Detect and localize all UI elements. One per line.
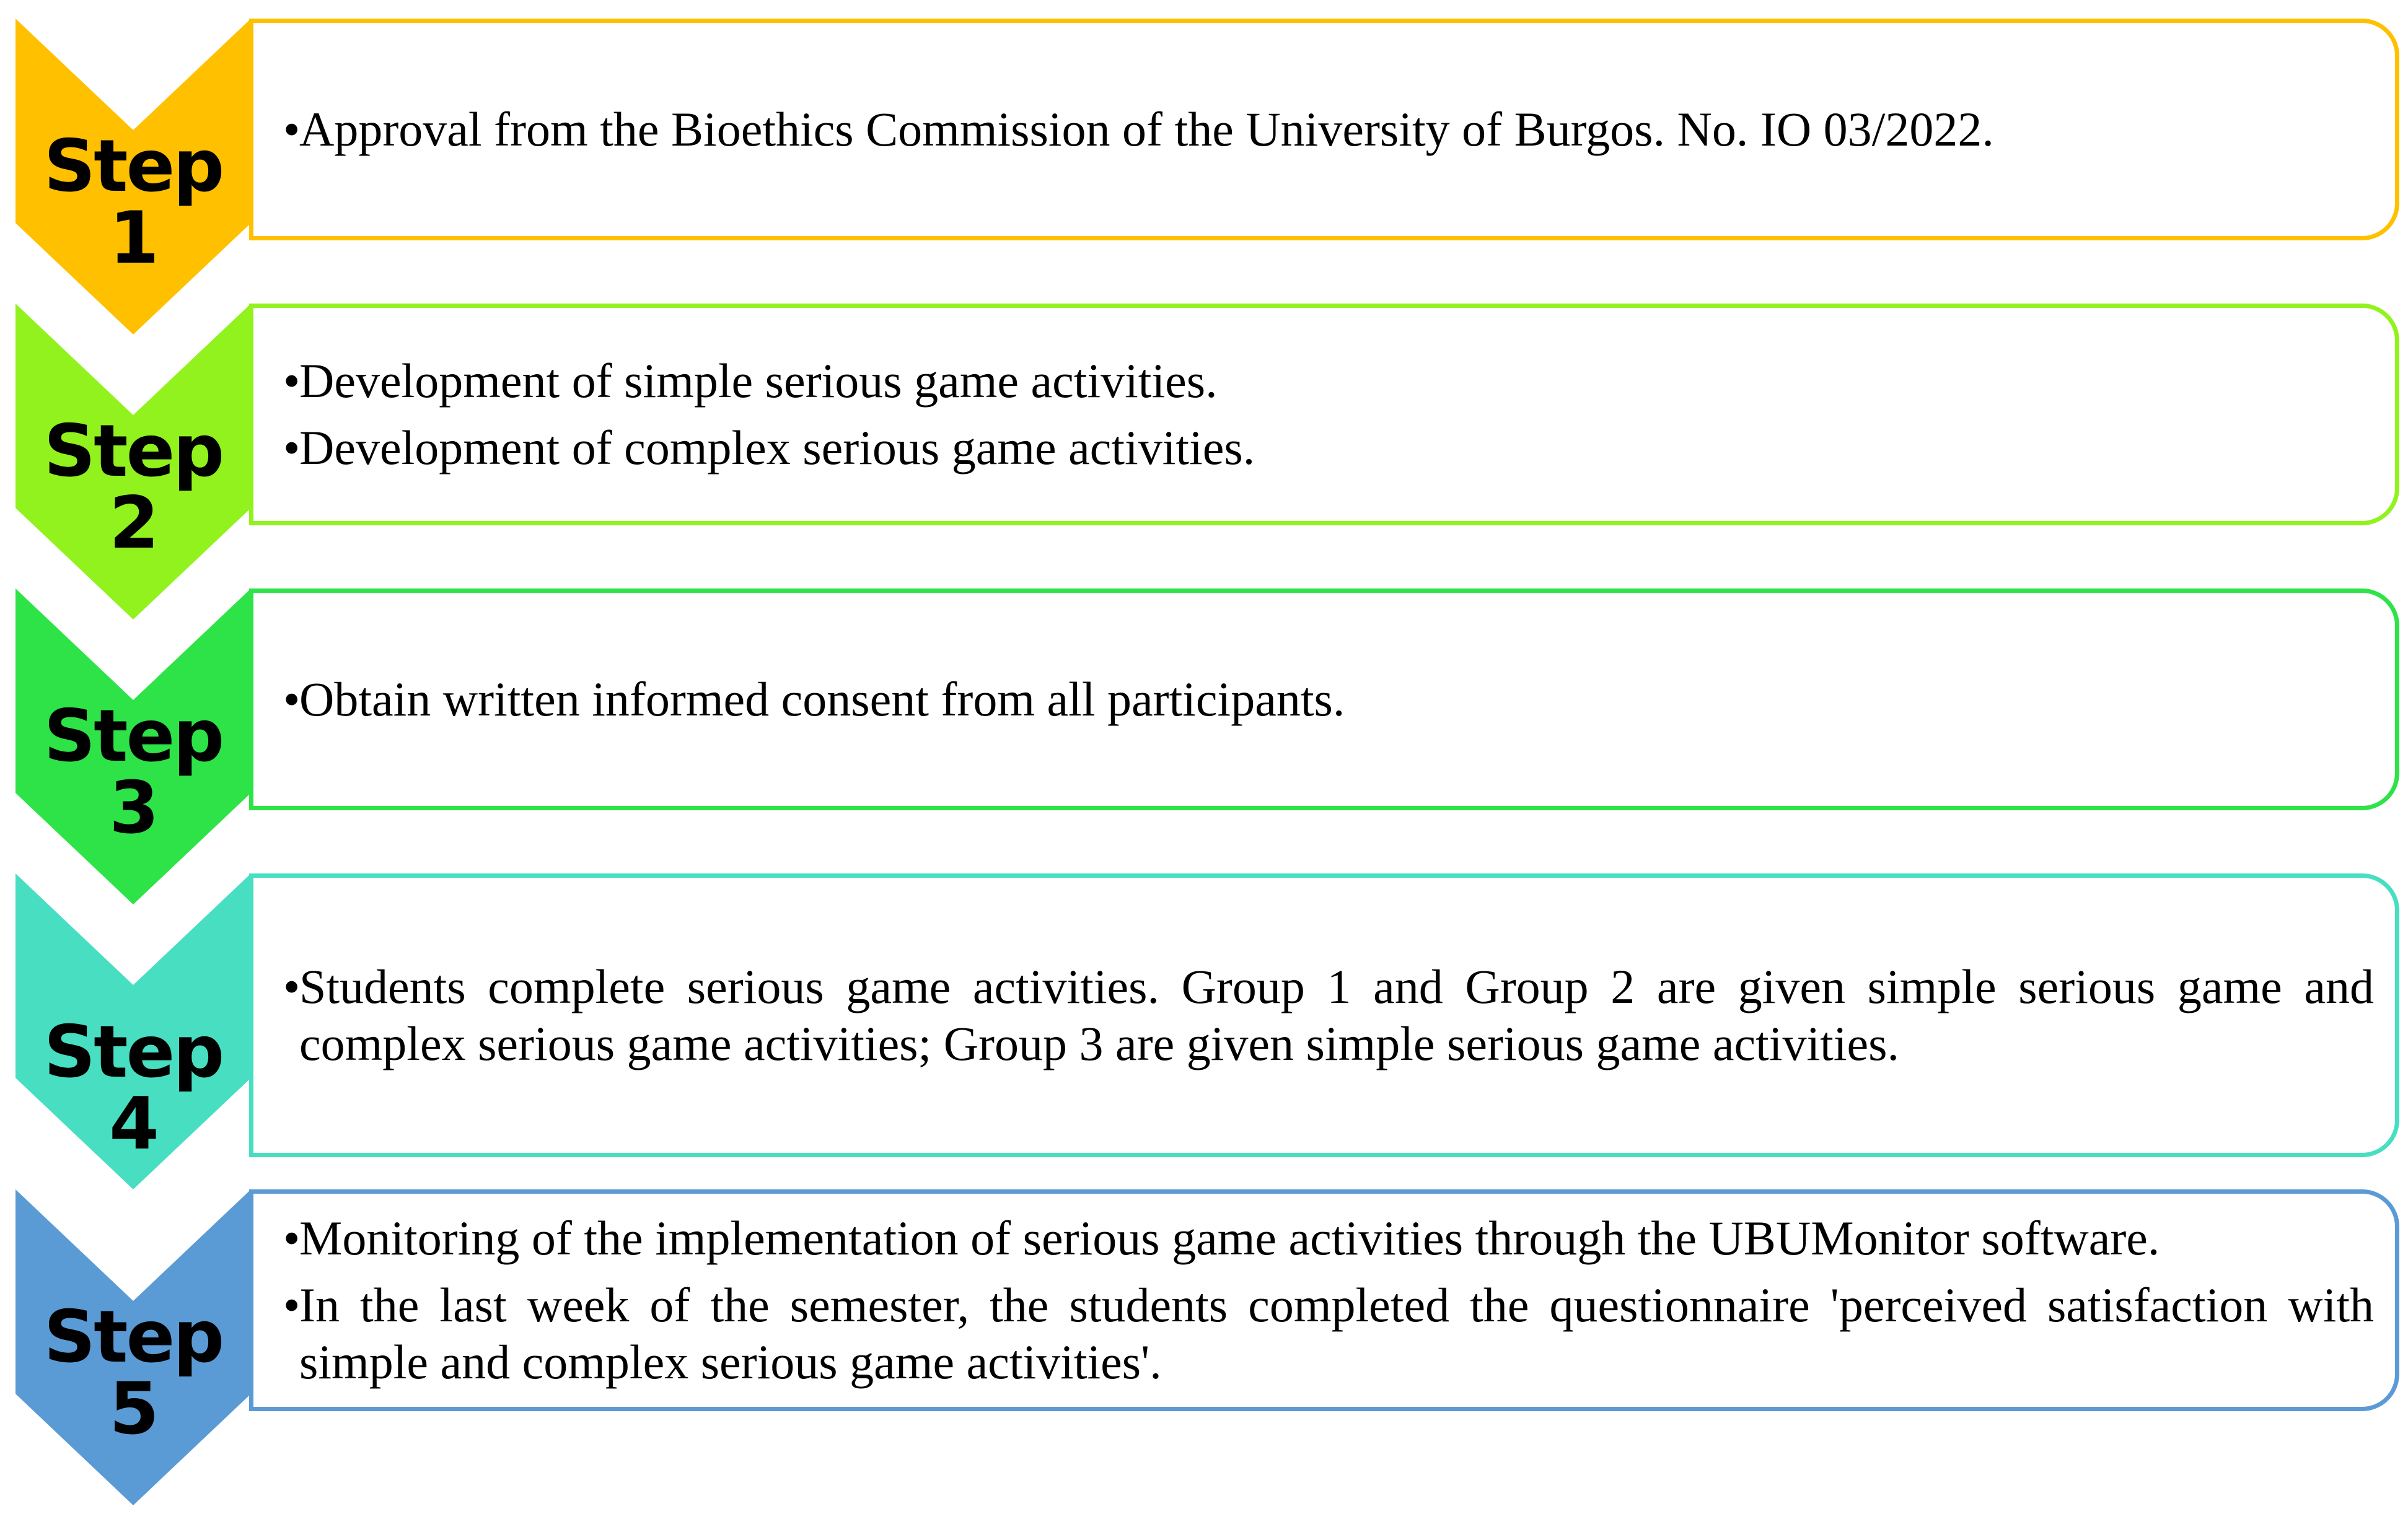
bullet-text: Monitoring of the implementation of serious game activities through the UBUMonitor software. xyxy=(299,1211,2160,1265)
bullet-dot-icon: • xyxy=(283,1278,301,1332)
bullet-dot-icon: • xyxy=(283,1211,301,1265)
bullet-dot-icon: • xyxy=(283,672,301,726)
step-5-label: Step 5 xyxy=(43,1295,223,1451)
bullet-text: Obtain written informed consent from all participants. xyxy=(299,672,1345,726)
bullet-dot-icon: • xyxy=(283,354,301,408)
bullet-dot-icon: • xyxy=(283,102,301,156)
step-5-bullet-1 xyxy=(283,1210,2374,1267)
step-3-label: Step 3 xyxy=(43,694,223,850)
step-5-content-box xyxy=(249,1189,2399,1411)
bullet-text: In the last week of the semester, the students completed the questionnaire 'perceived satisfaction with simple and complex serious game activities'. xyxy=(299,1278,2374,1389)
bullet-text: Development of simple serious game activities. xyxy=(299,354,1218,408)
step-2-label: Step 2 xyxy=(43,409,223,565)
bullet-dot-icon: • xyxy=(283,960,301,1013)
bullet-text: Development of complex serious game activities. xyxy=(299,421,1255,475)
step-4-label: Step 4 xyxy=(43,1010,223,1166)
step-5-bullet-2 xyxy=(283,1277,2374,1391)
step-1-label: Step 1 xyxy=(43,125,223,280)
bullet-text: Students complete serious game activities. Group 1 and Group 2 are given simple serious game and complex serious game activities; Group 3 are given simple serious game activities. xyxy=(299,960,2374,1070)
bullet-text: Approval from the Bioethics Commission of the University of Burgos. No. IO 03/2022. xyxy=(299,102,1994,156)
bullet-dot-icon: • xyxy=(283,421,301,475)
